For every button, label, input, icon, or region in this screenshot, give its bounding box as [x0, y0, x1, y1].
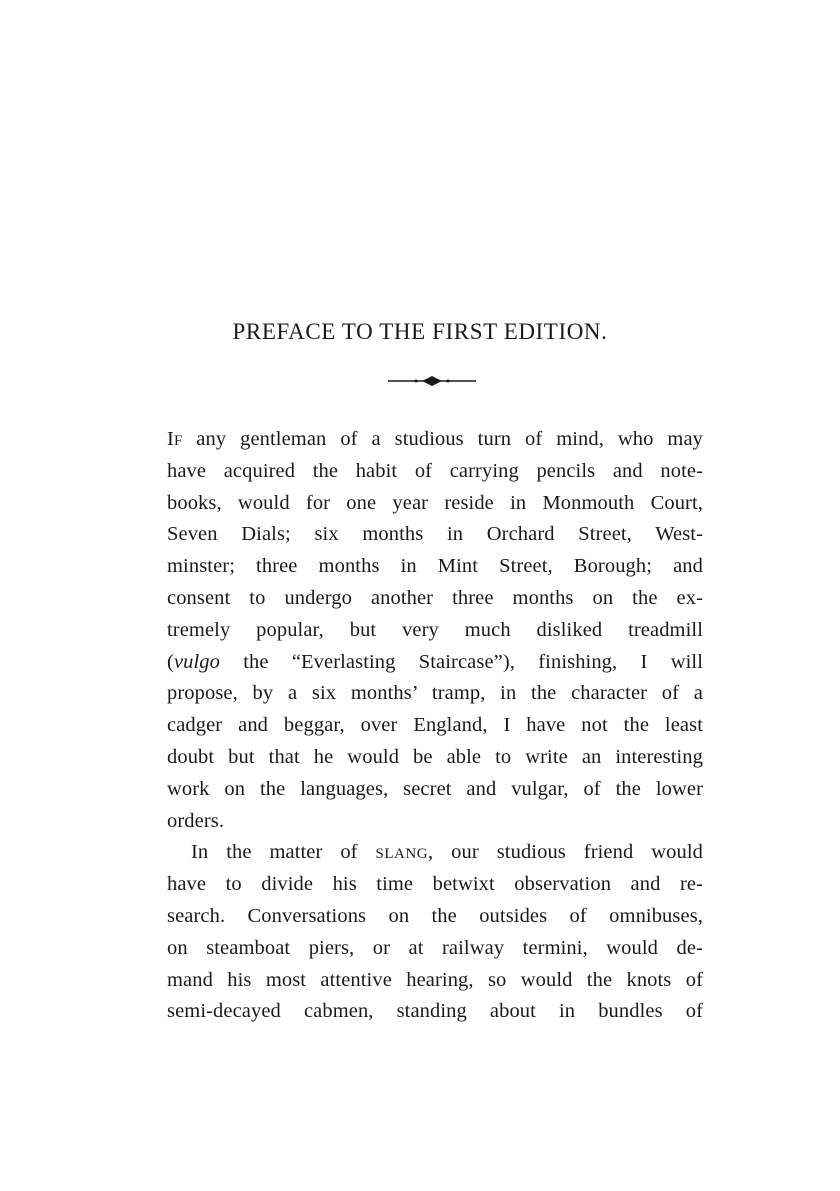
- text-line: orders.: [167, 809, 225, 832]
- small-caps-word: SLANG: [375, 846, 429, 863]
- drop-lead: I: [167, 428, 174, 450]
- text-line: have to divide his time betwixt observation and re-: [167, 873, 703, 896]
- line-text: any gentleman of a studious turn of mind, who may: [182, 428, 703, 450]
- line-text: (: [167, 650, 174, 673]
- text-line: on steamboat piers, or at railway termini, would de-: [167, 936, 703, 959]
- ornamental-rule-icon: [386, 373, 478, 389]
- text-line: propose, by a six months’ tramp, in the character of a: [167, 682, 703, 705]
- paragraph-2: [167, 837, 703, 1028]
- text-line: consent to undergo another three months on the ex-: [167, 586, 703, 609]
- drop-lead-small-caps: F: [173, 433, 183, 449]
- text-line: work on the languages, secret and vulgar, of the lower: [167, 777, 703, 800]
- text-line: cadger and beggar, over England, I have not the least: [167, 714, 703, 737]
- line-text: In the matter of: [191, 841, 376, 864]
- line-text: the “Everlasting Staircase”), finishing, I will: [219, 650, 703, 673]
- line-text: , our studious friend would: [428, 841, 704, 864]
- text-line: doubt but that he would be able to write an interesting: [167, 745, 703, 768]
- text-line: have acquired the habit of carrying pencils and note-: [167, 459, 703, 482]
- italic-word: vulgo: [173, 650, 220, 673]
- text-line: search. Conversations on the outsides of omnibuses,: [167, 904, 703, 927]
- text-line: [167, 647, 703, 679]
- text-line: books, would for one year reside in Monmouth Court,: [167, 491, 703, 514]
- text-line: semi-decayed cabmen, standing about in bundles of: [167, 1000, 703, 1023]
- page-title: PREFACE TO THE FIRST EDITION.: [232, 319, 608, 344]
- text-line: mand his most attentive hearing, so would the knots of: [167, 968, 703, 991]
- preface-body: [167, 424, 703, 1028]
- text-line: [167, 837, 703, 869]
- text-line: [167, 424, 703, 456]
- text-line: Seven Dials; six months in Orchard Street, West-: [167, 523, 703, 546]
- text-line: minster; three months in Mint Street, Borough; and: [167, 555, 703, 578]
- text-line: tremely popular, but very much disliked treadmill: [167, 618, 703, 641]
- paragraph-1: [167, 424, 703, 837]
